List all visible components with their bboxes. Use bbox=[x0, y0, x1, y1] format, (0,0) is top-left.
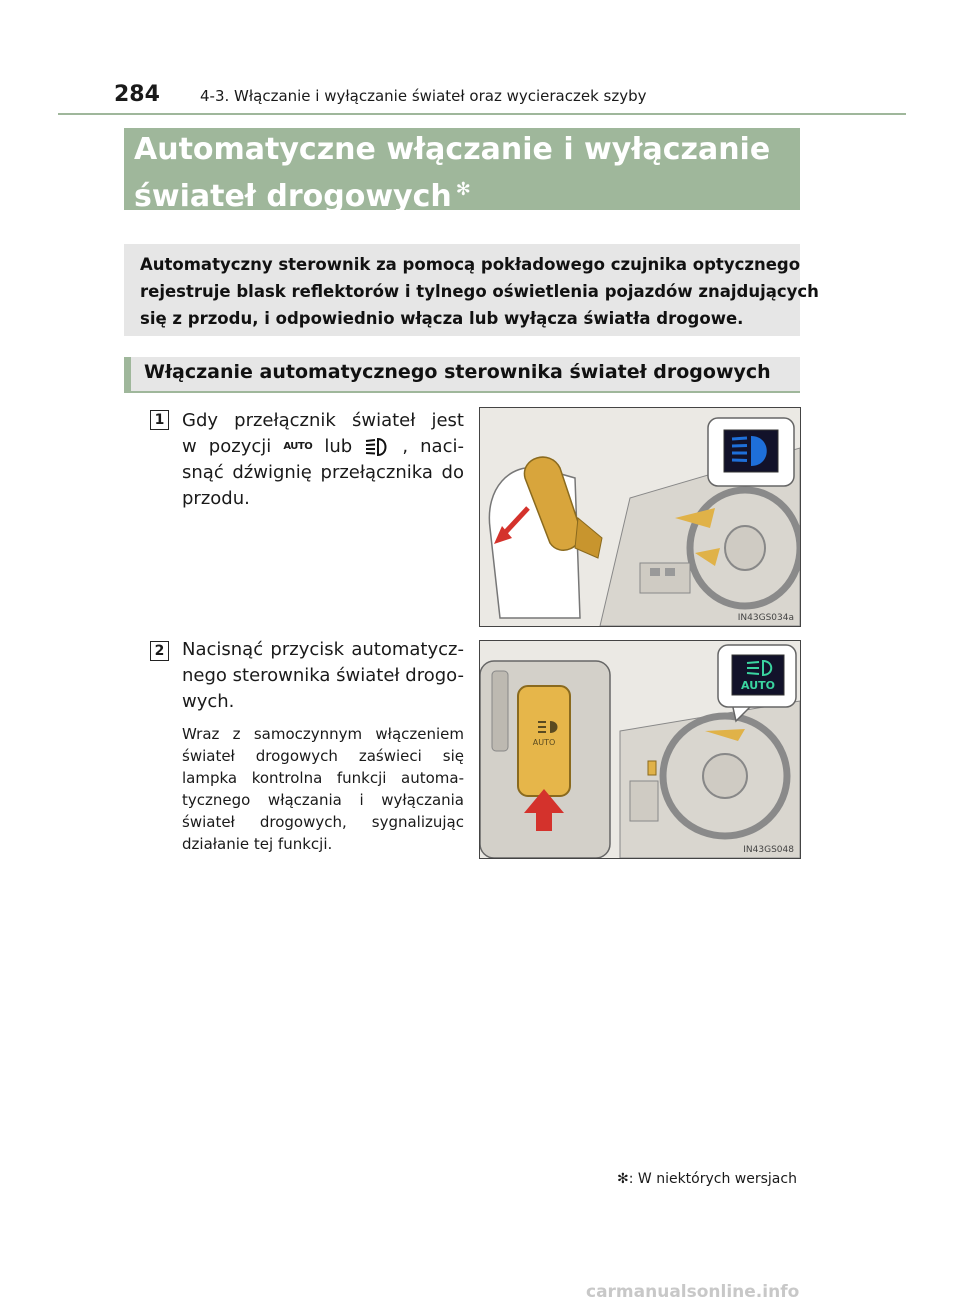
button-illustration bbox=[480, 641, 800, 858]
step-1-segment: , naci- bbox=[402, 436, 464, 457]
page-number: 284 bbox=[114, 82, 160, 107]
step-number-1: 1 bbox=[150, 410, 169, 430]
intro-line: Automatyczny sterownik za pomocą pokładowego czujnika optycznego bbox=[140, 255, 801, 274]
title-marker: ✻ bbox=[455, 179, 471, 200]
step-1-segment: lub bbox=[324, 436, 353, 457]
note-line: Wraz z samoczynnym włączeniem bbox=[182, 725, 464, 743]
figure-code: IN43GS048 bbox=[743, 845, 794, 855]
indicator-auto-label: AUTO bbox=[741, 679, 775, 692]
step-2-note bbox=[182, 723, 464, 855]
section-title: Włączanie automatycznego sterownika świateł drogowych bbox=[144, 361, 771, 383]
note-line: działanie tej funkcji. bbox=[182, 835, 333, 853]
step-1-line: snąć dźwignię przełącznika do bbox=[182, 462, 464, 483]
figure-lever bbox=[479, 407, 801, 627]
step-2-line: wych. bbox=[182, 691, 235, 712]
button-auto-label: AUTO bbox=[532, 738, 556, 747]
figure-code: IN43GS034a bbox=[737, 613, 794, 623]
title-line-2 bbox=[134, 170, 790, 217]
lever-illustration bbox=[480, 408, 800, 626]
headlight-icon bbox=[364, 436, 390, 458]
footnote bbox=[617, 1171, 797, 1187]
step-1-text bbox=[182, 408, 464, 512]
step-2-text bbox=[182, 637, 464, 715]
step-number-2: 2 bbox=[150, 641, 169, 661]
step-2-line: Nacisnąć przycisk automatycz- bbox=[182, 639, 464, 660]
watermark: carmanualsonline.info bbox=[586, 1282, 800, 1302]
note-line: tycznego włączania i wyłączania bbox=[182, 791, 464, 809]
note-line: świateł drogowych, sygnalizując bbox=[182, 813, 464, 831]
footnote-marker: ✻ bbox=[617, 1171, 629, 1187]
section-heading bbox=[124, 357, 800, 393]
step-1-segment: w pozycji bbox=[182, 436, 272, 457]
intro-box bbox=[124, 244, 819, 336]
note-line: lampka kontrolna funkcji automa- bbox=[182, 769, 464, 787]
step-1-line bbox=[182, 434, 464, 460]
title-line-1: Automatyczne włączanie i wyłączanie bbox=[134, 132, 771, 167]
title-box bbox=[124, 128, 800, 214]
step-1-line: przodu. bbox=[182, 488, 250, 509]
step-1-line: Gdy przełącznik świateł jest bbox=[182, 410, 464, 431]
running-header: 4-3. Włączanie i wyłączanie świateł oraz wycieraczek szyby bbox=[200, 87, 647, 105]
auto-switch-label: AUTO bbox=[283, 441, 313, 452]
title-text-2: świateł drogowych bbox=[134, 179, 452, 214]
intro-line: rejestruje blask reflektorów i tylnego oświetlenia pojazdów znajdujących bbox=[140, 282, 819, 301]
figure-button bbox=[479, 640, 801, 859]
note-line: świateł drogowych zaświeci się bbox=[182, 747, 464, 765]
step-2-line: nego sterownika świateł drogo- bbox=[182, 665, 464, 686]
header-rule bbox=[58, 113, 906, 115]
intro-line: się z przodu, i odpowiednio włącza lub wyłącza światła drogowe. bbox=[140, 309, 744, 328]
footnote-text: : W niektórych wersjach bbox=[628, 1171, 797, 1187]
